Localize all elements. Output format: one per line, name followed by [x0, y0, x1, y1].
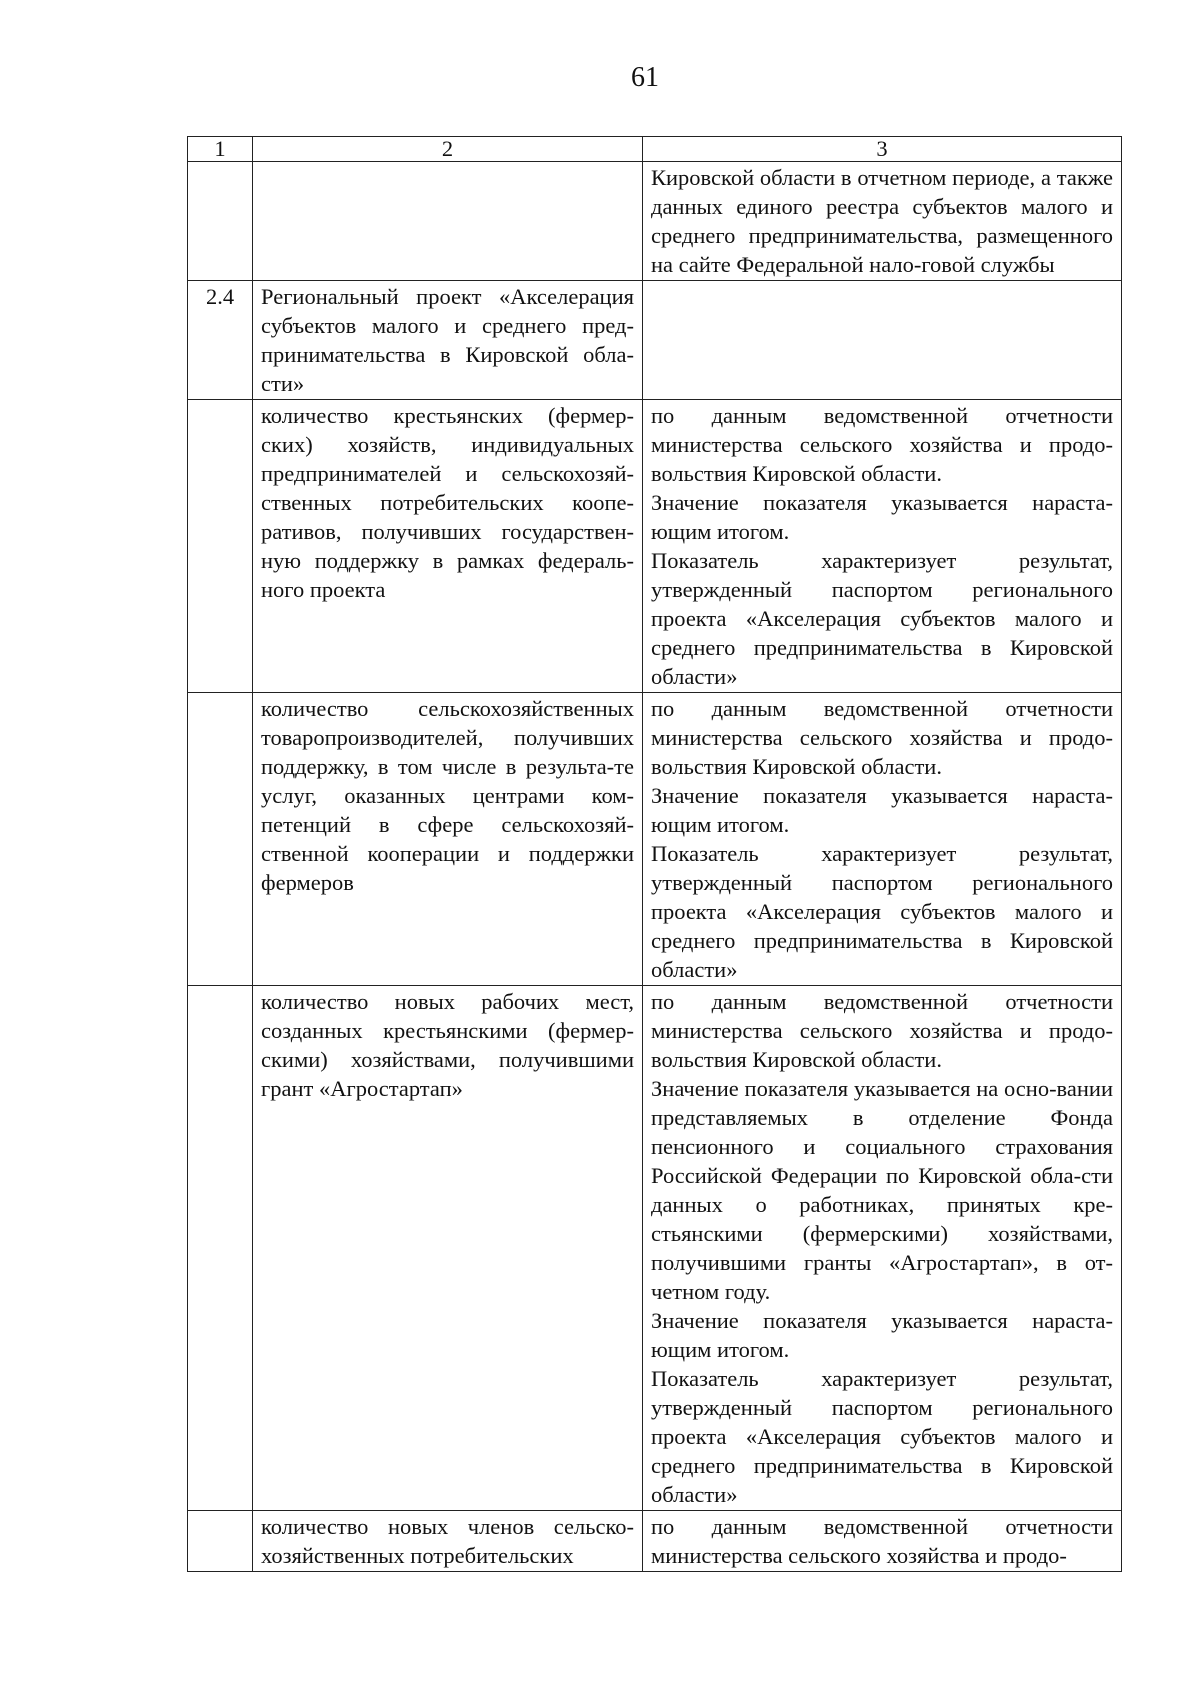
- indicator-description: [643, 693, 1122, 986]
- indicator-description: [643, 400, 1122, 693]
- table-row: [188, 281, 1122, 400]
- row-number: [188, 693, 253, 986]
- page-number: 61: [631, 62, 659, 93]
- header-col-2: 2: [253, 137, 643, 162]
- indicator-description: [643, 1511, 1122, 1572]
- description-paragraph: Значение показателя указывается нараста-ющим итогом.: [651, 783, 1113, 837]
- header-col-3: 3: [643, 137, 1122, 162]
- indicator-description: [643, 281, 1122, 400]
- description-paragraph: по данным ведомственной отчетности министерства сельского хозяйства и продо-: [651, 1514, 1113, 1568]
- description-paragraph: Показатель характеризует результат, утвержденный паспортом регионального проекта «Акселерация субъектов малого и среднего предпринимательства в Кировской области»: [651, 1366, 1113, 1507]
- row-number: 2.4: [188, 281, 253, 400]
- indicator-name: количество новых членов сельско-хозяйственных потребительских: [253, 1511, 643, 1572]
- description-paragraph: по данным ведомственной отчетности министерства сельского хозяйства и продо-вольствия Кировской области.: [651, 403, 1113, 486]
- header-col-1: 1: [188, 137, 253, 162]
- description-paragraph: Значение показателя указывается нараста-ющим итогом.: [651, 490, 1113, 544]
- table-row: [188, 400, 1122, 693]
- indicator-name: Региональный проект «Акселерация субъектов малого и среднего пред-принимательства в Кировской обла-сти»: [253, 281, 643, 400]
- description-paragraph: Показатель характеризует результат, утвержденный паспортом регионального проекта «Акселерация субъектов малого и среднего предпринимательства в Кировской области»: [651, 548, 1113, 689]
- indicator-name: количество сельскохозяйственных товаропроизводителей, получивших поддержку, в том числе в результа-те услуг, оказанных центрами ком-петенций в сфере сельскохозяй-ственной кооперации и поддержки фермеров: [253, 693, 643, 986]
- description-paragraph: Показатель характеризует результат, утвержденный паспортом регионального проекта «Акселерация субъектов малого и среднего предпринимательства в Кировской области»: [651, 841, 1113, 982]
- table-row: [188, 986, 1122, 1511]
- indicator-description: [643, 986, 1122, 1511]
- table-row: [188, 1511, 1122, 1572]
- description-paragraph: Значение показателя указывается нараста-ющим итогом.: [651, 1308, 1113, 1362]
- indicator-name: [253, 162, 643, 281]
- indicator-table: [187, 136, 1122, 1572]
- table-header-row: [188, 137, 1122, 162]
- indicator-description: [643, 162, 1122, 281]
- row-number: [188, 400, 253, 693]
- description-paragraph: Значение показателя указывается на осно-вании представляемых в отделение Фонда пенсионного и социального страхования Российской Федерации по Кировской обла-сти данных о работниках, принятых кре-стьянскими (фермерскими) хозяйствами, получившими гранты «Агростартап», в от-четном году.: [651, 1076, 1113, 1304]
- description-paragraph: по данным ведомственной отчетности министерства сельского хозяйства и продо-вольствия Кировской области.: [651, 696, 1113, 779]
- table-row: [188, 693, 1122, 986]
- indicator-name: количество крестьянских (фермер-ских) хозяйств, индивидуальных предпринимателей и сельскохозяй-ственных потребительских коопе-ративов, получивших государствен-ную поддержку в рамках федераль-ного проекта: [253, 400, 643, 693]
- indicator-name: количество новых рабочих мест, созданных крестьянскими (фермер-скими) хозяйствами, получившими грант «Агростартап»: [253, 986, 643, 1511]
- table-row: [188, 162, 1122, 281]
- description-paragraph: по данным ведомственной отчетности министерства сельского хозяйства и продо-вольствия Кировской области.: [651, 989, 1113, 1072]
- description-paragraph: Кировской области в отчетном периоде, а также данных единого реестра субъектов малого и среднего предпринимательства, размещенного на сайте Федеральной нало-говой службы: [651, 165, 1113, 277]
- row-number: [188, 162, 253, 281]
- row-number: [188, 986, 253, 1511]
- row-number: [188, 1511, 253, 1572]
